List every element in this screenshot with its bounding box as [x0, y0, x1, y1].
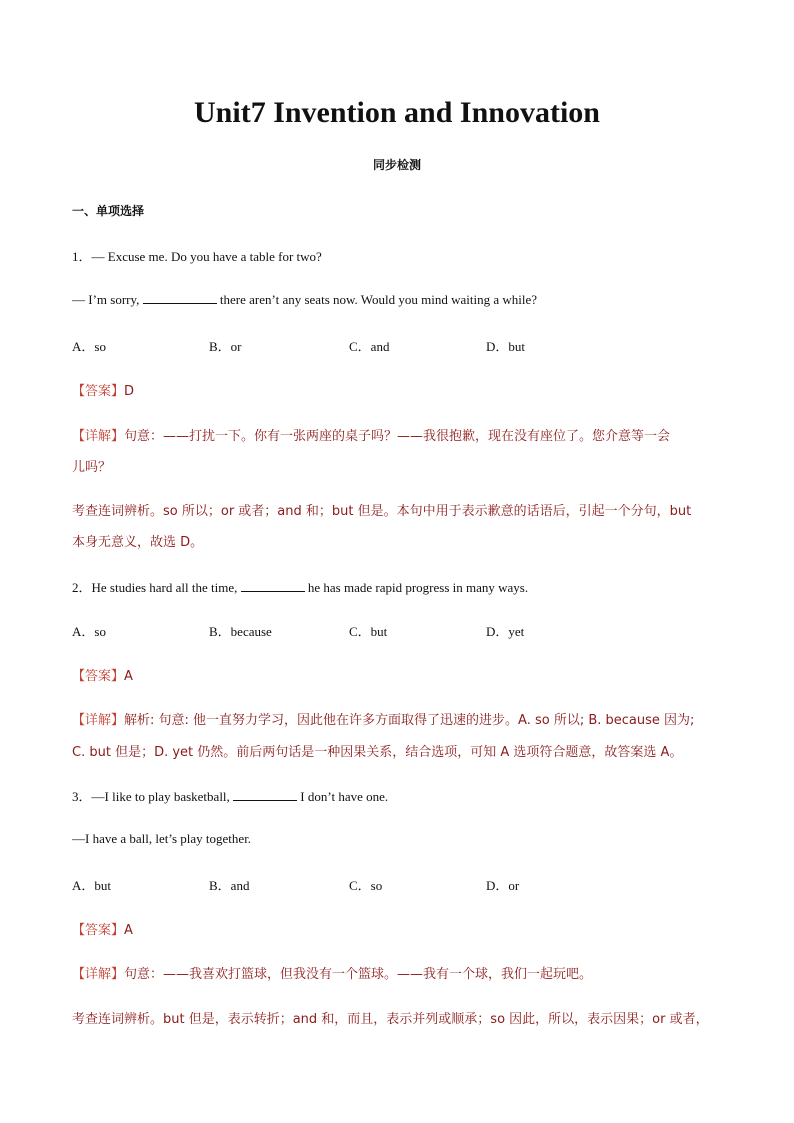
q2-number: 2．	[72, 580, 92, 595]
q3-option-d: D．or	[486, 878, 520, 893]
section-heading: 一、单项选择	[72, 204, 145, 218]
q1-number: 1．	[72, 249, 92, 264]
q2-blank	[241, 579, 305, 592]
answer-tag: 【答案】	[72, 923, 125, 938]
q2-line-1	[72, 577, 528, 596]
q3-post: I don’t have one.	[300, 789, 389, 804]
q2-detail-1	[72, 709, 694, 728]
q1-detail-text-1: 句意：——打扰一下。你有一张两座的桌子吗？——我很抱歉，现在没有座位了。您介意等一会	[124, 429, 671, 444]
q1-line2-post: there aren’t any seats now. Would you mind waiting a while?	[219, 292, 538, 307]
q1-line-1	[72, 246, 322, 265]
q2-detail-text-1: 解析: 句意: 他一直努力学习，因此他在许多方面取得了迅速的进步。A. so 所以; B. because 因为;	[124, 713, 695, 728]
q1-option-b: B．or	[209, 339, 242, 354]
q1-option-a: A．so	[72, 339, 106, 354]
q3-answer	[72, 919, 133, 938]
q2-option-a: A．so	[72, 624, 106, 639]
q2-answer-value: A	[124, 669, 133, 684]
q3-line-2: —I have a ball, let’s play together.	[72, 831, 252, 846]
q1-line2-pre: — I’m sorry,	[72, 292, 140, 307]
detail-tag: 【详解】	[72, 713, 125, 728]
detail-tag: 【详解】	[72, 429, 125, 444]
q3-detail-2: 考查连词辨析。but 但是，表示转折；and 和，而且，表示并列或顺承；so 因此，所以，表示因果；or 或者，	[72, 1012, 709, 1027]
q1-answer-value: D	[124, 384, 135, 399]
q1-detail-4: 本身无意义，故选 D。	[72, 535, 204, 550]
q1-detail-2: 儿吗？	[72, 460, 112, 475]
q2-post: he has made rapid progress in many ways.	[307, 580, 529, 595]
q2-option-b: B．because	[209, 624, 272, 639]
q1-detail-1	[72, 425, 670, 444]
q1-option-d: D．but	[486, 339, 526, 354]
q1-blank	[143, 291, 217, 304]
q3-line-1	[72, 786, 388, 805]
q3-detail-text-1: 句意：——我喜欢打篮球，但我没有一个篮球。——我有一个球，我们一起玩吧。	[124, 967, 593, 982]
q3-number: 3．	[72, 789, 92, 804]
q3-pre: —I like to play basketball,	[91, 789, 230, 804]
q1-line-2	[72, 291, 537, 308]
q3-answer-value: A	[124, 923, 133, 938]
q3-detail-1	[72, 963, 592, 982]
q3-blank	[233, 788, 297, 801]
q1-option-c: C．and	[349, 339, 390, 354]
q1-detail-3: 考查连词辨析。so 所以；or 或者；and 和；but 但是。本句中用于表示歉意的话语后，引起一个分句，but	[72, 504, 692, 519]
q2-option-d: D．yet	[486, 624, 525, 639]
q1-prompt: — Excuse me. Do you have a table for two?	[91, 249, 322, 264]
answer-tag: 【答案】	[72, 669, 125, 684]
q1-answer	[72, 380, 134, 399]
document-title: Unit7 Invention and Innovation	[194, 96, 600, 129]
q2-pre: He studies hard all the time,	[91, 580, 238, 595]
q3-option-a: A．but	[72, 878, 112, 893]
q2-option-c: C．but	[349, 624, 388, 639]
q3-option-c: C．so	[349, 878, 383, 893]
q3-option-b: B．and	[209, 878, 250, 893]
document-subtitle: 同步检测	[372, 158, 421, 172]
detail-tag: 【详解】	[72, 967, 125, 982]
q2-detail-2: C. but 但是；D. yet 仍然。前后两句话是一种因果关系，结合选项，可知 A 选项符合题意，故答案选 A。	[72, 745, 683, 760]
q2-answer	[72, 665, 133, 684]
answer-tag: 【答案】	[72, 384, 125, 399]
